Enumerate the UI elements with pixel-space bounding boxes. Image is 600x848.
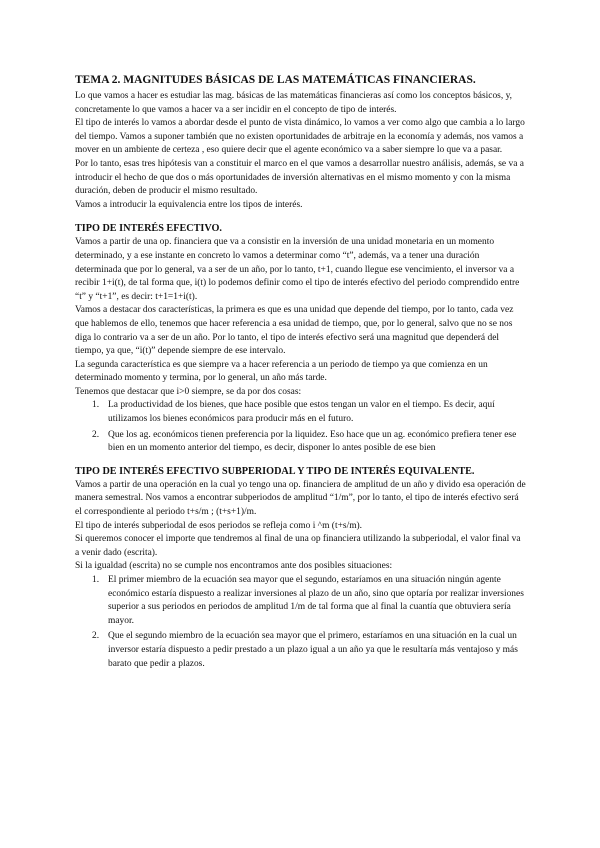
document-title: TEMA 2. MAGNITUDES BÁSICAS DE LAS MATEMÁTICAS FINANCIERAS. <box>75 74 476 86</box>
list-item <box>75 429 527 456</box>
list-item-text: Que los ag. económicos tienen preferencia por la liquidez. Eso hace que un ag. económico prefiera tener ese bien en un momento anterior del tiempo, es decir, disponer lo antes posible de ese bien <box>108 429 517 454</box>
list-item-text: El primer miembro de la ecuación sea mayor que el segundo, estaríamos en una situación ningún agente económico estaría dispuesto a realizar inversiones al plazo de un año, sino que optaría por realizar inversiones superior a sus periodos en periodos de amplitud 1/m de tal forma que al final la cuantía que obtuviera sería mayor. <box>108 575 524 626</box>
section2-list <box>75 574 527 671</box>
intro-paragraph-3: Por lo tanto, esas tres hipótesis van a constituir el marco en el que vamos a desarrollar nuestro análisis, además, se va a introducir el hecho de que dos o más oportunidades de inversión alternativas en el mismo momento y con la misma duración, deben de producir el mismo resultado. <box>75 158 524 197</box>
section2-paragraph-3: Si queremos conocer el importe que tendremos al final de una op financiera utilizando la subperiodal, el valor final va a venir dado (escrita). <box>75 534 521 558</box>
section2-paragraph-1: Vamos a partir de una operación en la cual yo tengo una op. financiera de amplitud de un año y divido esa operación de manera semestral. Nos vamos a encontrar subperiodos de amplitud “1/m”, por lo tanto, el tipo de interés efectivo será el correspondiente al periodo t+s/m ; (t+s+1)/m. <box>75 479 526 518</box>
list-number: 2. <box>92 631 100 642</box>
section1-paragraph-4: Tenemos que destacar que i>0 siempre, se da por dos cosas: <box>75 386 302 397</box>
list-item <box>75 574 527 628</box>
section1-paragraph-1: Vamos a partir de una op. financiera que va a consistir en la inversión de una unidad monetaria en un momento determinado, y a ese instante en concreto lo vamos a determinar como “t”, además, va a tener una duración determinada que por lo general, va a ser de un año, por lo tanto, t+1, cuando llegue ese vencimiento, el inversor va a recibir 1+i(t), de tal forma que, i(t) lo podemos definir como el tipo de interés efectivo del periodo comprendido entre “t” y “t+1”, es decir: t+1=1+i(t). <box>75 237 520 302</box>
section-heading-interes-efectivo: TIPO DE INTERÉS EFECTIVO. <box>75 223 222 235</box>
list-number: 1. <box>92 575 100 585</box>
intro-paragraph-2: El tipo de interés lo vamos a abordar desde el punto de vista dinámico, lo vamos a ver como algo que cambia a lo largo del tiempo. Vamos a suponer también que no existen oportunidades de arbitraje en la economía y además, nos vamos a mover en un ambiente de certeza , eso quiere decir que el agente económico va a saber siempre lo que va a pasar. <box>75 118 525 156</box>
intro-paragraph-1: Lo que vamos a hacer es estudiar las mag. básicas de las matemáticas financieras así como los conceptos básicos, y, concretamente lo que vamos a hacer va a ser incidir en el concepto de tipo de interés. <box>75 91 513 115</box>
list-item-text: Que el segundo miembro de la ecuación sea mayor que el primero, estaríamos en una situación en la cual un inversor estaría dispuesto a pedir prestado a un plazo igual a un año ya que le resultaría más ventajoso y más barato que pedir a plazos. <box>108 631 518 669</box>
list-number: 2. <box>92 429 100 440</box>
section1-paragraph-2: Vamos a destacar dos características, la primera es que es una unidad que depende del tiempo, por lo tanto, cada vez que hablemos de ello, tenemos que hacer referencia a esa unidad de tiempo, que, por lo general, salvo que no se nos diga lo contrario va a ser de un año. Por lo tanto, el tipo de interés efectivo será una magnitud que dependerá del tiempo, ya que, “i(t)” depende siempre de ese intervalo. <box>75 305 514 357</box>
section1-paragraph-3: La segunda característica es que siempre va a hacer referencia a un periodo de tiempo ya que comienza en un determinado momento y termina, por lo general, un año más tarde. <box>75 359 488 384</box>
list-item <box>75 630 527 671</box>
section-heading-interes-subperiodal: TIPO DE INTERÉS EFECTIVO SUBPERIODAL Y TIPO DE INTERÉS EQUIVALENTE. <box>75 465 475 477</box>
intro-paragraph-4: Vamos a introducir la equivalencia entre los tipos de interés. <box>75 199 303 210</box>
section2-paragraph-4: Si la igualdad (escrita) no se cumple nos encontramos ante dos posibles situaciones: <box>75 561 393 572</box>
list-item-text: La productividad de los bienes, que hace posible que estos tengan un valor en el tiempo. Es decir, aquí utilizamos los bienes económicos para producir más en el futuro. <box>108 400 495 425</box>
section2-paragraph-2: El tipo de interés subperiodal de esos periodos se refleja como i ^m (t+s/m). <box>75 520 363 531</box>
list-number: 1. <box>92 400 100 411</box>
list-item <box>75 399 527 426</box>
document-page <box>75 73 527 671</box>
section1-list <box>75 399 527 455</box>
